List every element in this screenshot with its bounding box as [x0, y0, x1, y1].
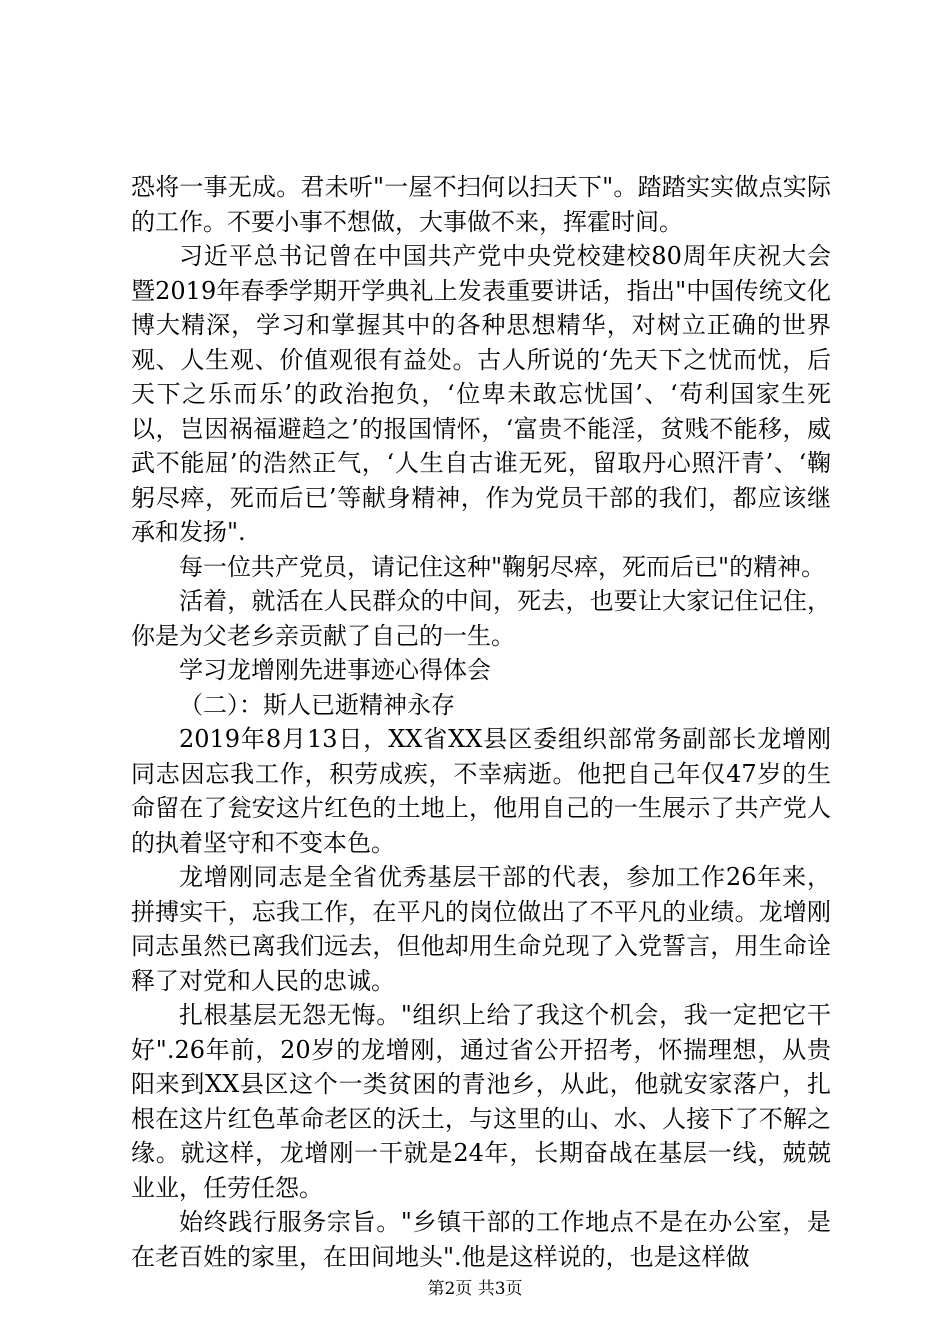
- paragraph-1: 恐将一事无成。君未听"一屋不扫何以扫天下"。踏踏实实做点实际的工作。不要小事不想做，大事做不来，挥霍时间。: [131, 173, 831, 236]
- section-title: 学习龙增刚先进事迹心得体会: [179, 656, 491, 684]
- body-text: [131, 170, 831, 1274]
- paragraph-8: 龙增刚同志是全省优秀基层干部的代表，参加工作26年来，拼搏实干，忘我工作，在平凡的岗位做出了不平凡的业绩。龙增刚同志虽然已离我们远去，但他却用生命兑现了入党誓言，用生命诠释了对党和人民的忠诚。: [131, 863, 831, 995]
- paragraph-2: 习近平总书记曾在中国共产党中央党校建校80周年庆祝大会暨2019年春季学期开学典礼上发表重要讲话，指出"中国传统文化博大精深，学习和掌握其中的各种思想精华，对树立正确的世界观、人生观、价值观很有益处。古人所说的‘先天下之忧而忧，后天下之乐而乐’的政治抱负，‘位卑未敢忘忧国’、‘苟利国家生死以，岂因祸福避趋之’的报国情怀，‘富贵不能淫，贫贱不能移，威武不能屈’的浩然正气，‘人生自古谁无死，留取丹心照汗青’、‘鞠躬尽瘁，死而后已’等献身精神，作为党员干部的我们，都应该继承和发扬".: [131, 242, 831, 546]
- page-footer: [0, 1278, 950, 1300]
- page-number: 第2页 共3页: [427, 1279, 523, 1299]
- paragraph-7: 2019年8月13日，XX省XX县区委组织部常务副部长龙增刚同志因忘我工作，积劳成疾，不幸病逝。他把自己年仅47岁的生命留在了瓮安这片红色的土地上，他用自己的一生展示了共产党人的执着坚守和不变本色。: [131, 725, 831, 857]
- section-subtitle: （二）：斯人已逝精神永存: [179, 690, 455, 719]
- paragraph-4: 活着，就活在人民群众的中间，死去，也要让大家记住记住，你是为父老乡亲贡献了自己的一生。: [131, 587, 831, 650]
- paragraph-3: 每一位共产党员，请记住这种"鞠躬尽瘁，死而后已"的精神。: [179, 552, 826, 581]
- paragraph-10: 始终践行服务宗旨。"乡镇干部的工作地点不是在办公室，是在老百姓的家里，在田间地头".他是这样说的，也是这样做: [131, 1208, 831, 1271]
- paragraph-9: 扎根基层无怨无悔。"组织上给了我这个机会，我一定把它干好".26年前，20岁的龙增刚，通过省公开招考，怀揣理想，从贵阳来到XX县区这个一类贫困的青池乡，从此，他就安家落户，扎根在这片红色革命老区的沃土，与这里的山、水、人接下了不解之缘。就这样，龙增刚一干就是24年，长期奋战在基层一线，兢兢业业，任劳任怨。: [131, 1001, 831, 1202]
